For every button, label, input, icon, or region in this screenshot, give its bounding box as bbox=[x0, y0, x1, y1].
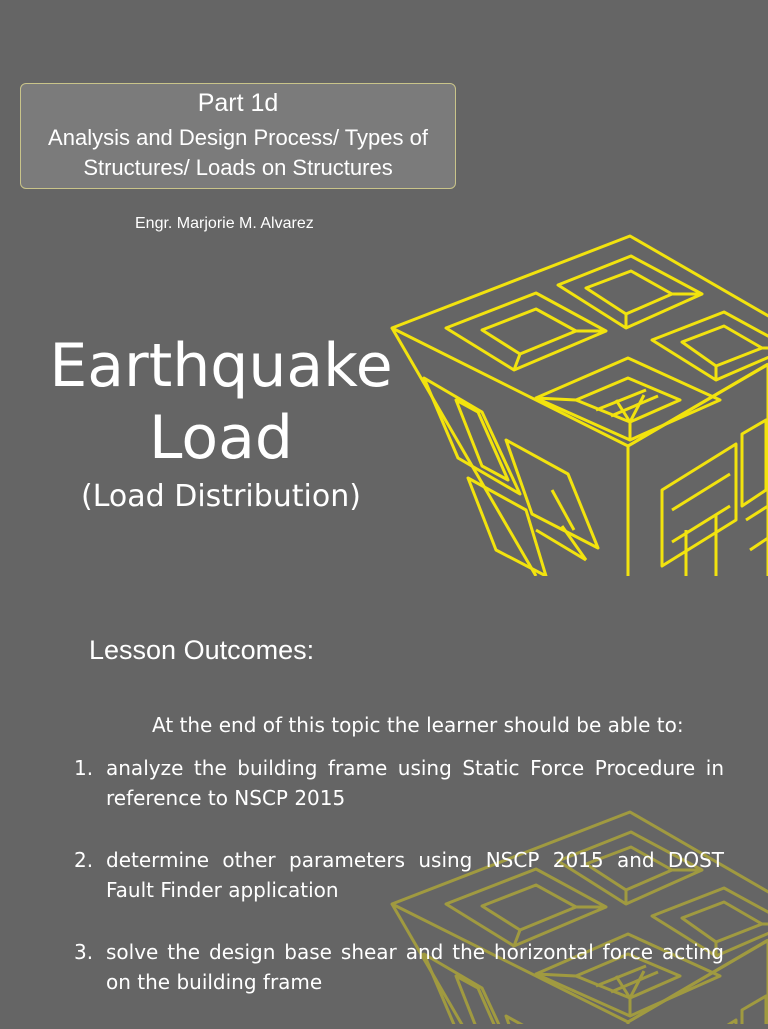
author-name: Engr. Marjorie M. Alvarez bbox=[135, 215, 314, 232]
outcome-number: 2. bbox=[74, 848, 94, 872]
lattice-cube-icon bbox=[386, 230, 768, 576]
main-title-line1: Earthquake bbox=[49, 331, 393, 401]
outcome-item bbox=[74, 845, 724, 905]
part-subtitle: Analysis and Design Process/ Types of Structures/ Loads on Structures bbox=[48, 125, 428, 180]
main-subtitle: (Load Distribution) bbox=[81, 479, 361, 514]
main-title bbox=[20, 330, 422, 474]
lattice-cube-svg bbox=[386, 230, 768, 576]
outcome-number: 3. bbox=[74, 940, 94, 964]
outcome-text: analyze the building frame using Static Force Procedure in reference to NSCP 2015 bbox=[106, 756, 724, 810]
outcomes-heading: Lesson Outcomes: bbox=[89, 635, 315, 665]
outcome-text: solve the design base shear and the horizontal force acting on the building frame bbox=[106, 940, 724, 994]
outcome-item bbox=[74, 937, 724, 997]
part-label: Part 1d bbox=[197, 89, 279, 117]
outcome-text: determine other parameters using NSCP 2015 and DOST Fault Finder application bbox=[106, 848, 724, 902]
outcomes-list bbox=[74, 753, 724, 1029]
title-box bbox=[20, 83, 456, 189]
outcome-item bbox=[74, 753, 724, 813]
main-title-line2: Load bbox=[149, 403, 293, 473]
outcomes-intro: At the end of this topic the learner should be able to: bbox=[152, 713, 684, 737]
outcome-number: 1. bbox=[74, 756, 94, 780]
